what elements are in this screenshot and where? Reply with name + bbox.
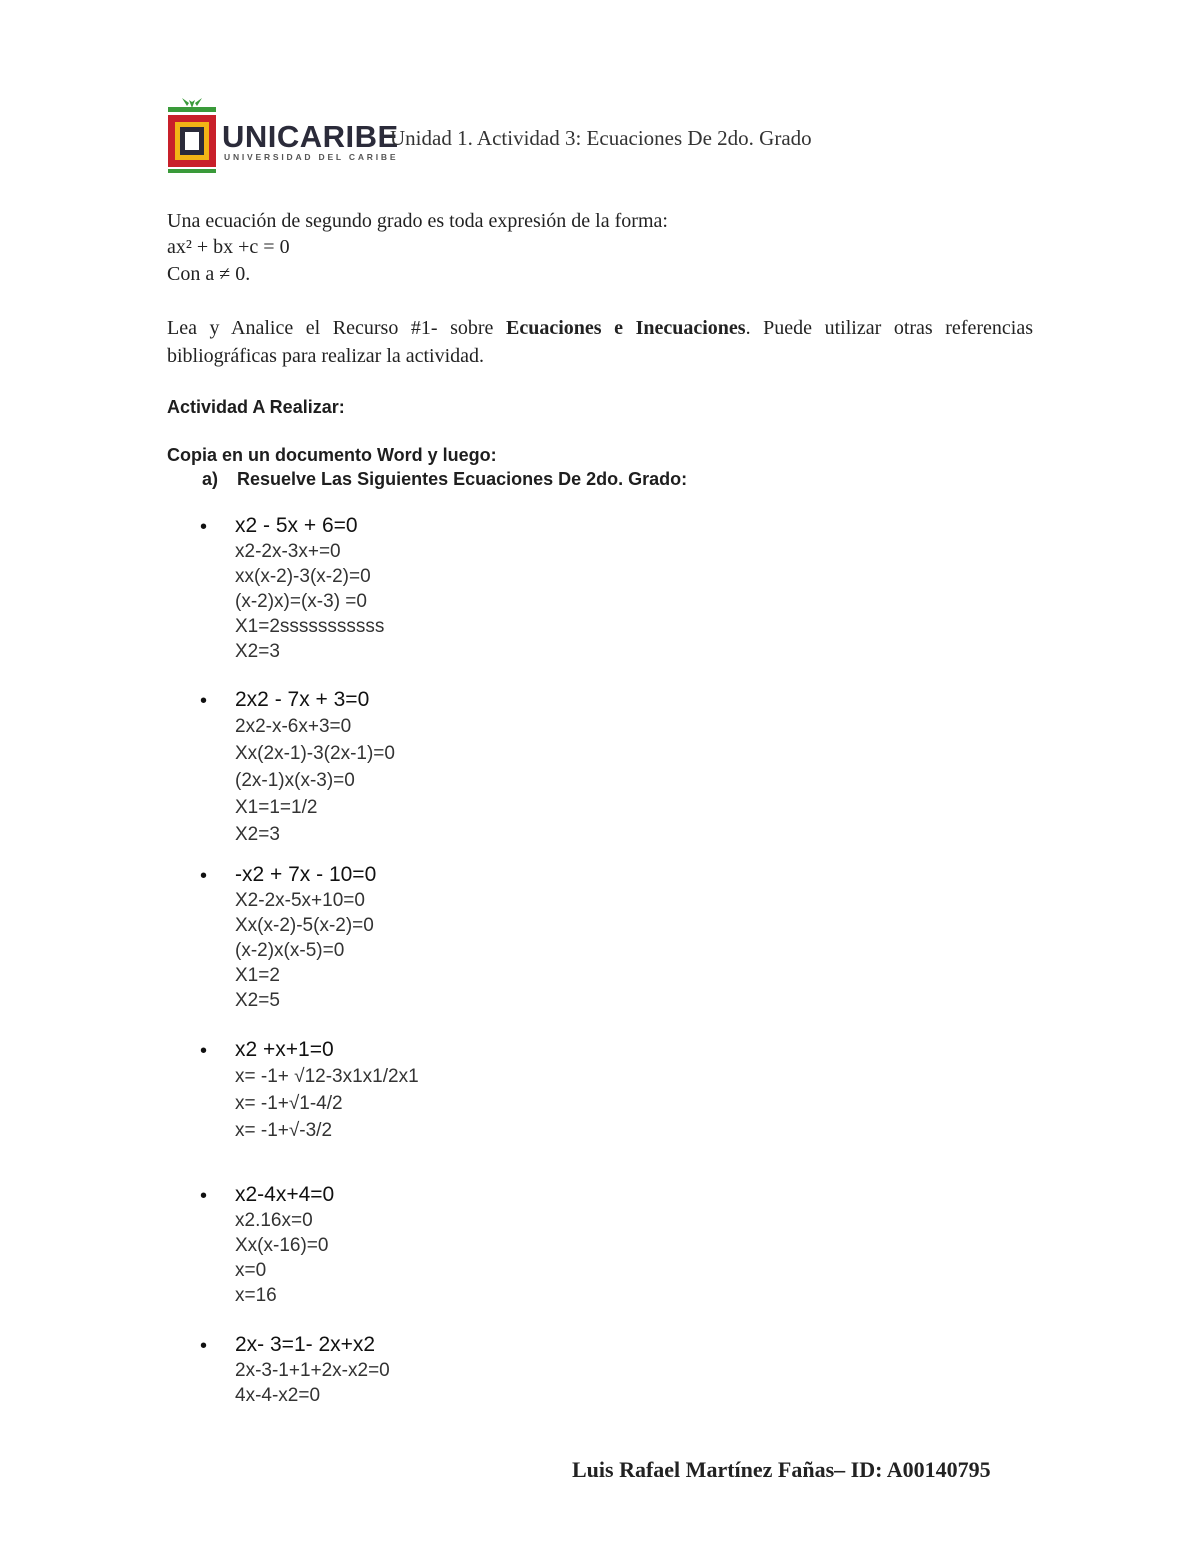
unicaribe-logo-icon <box>165 96 219 176</box>
task-text: Resuelve Las Siguientes Ecuaciones De 2do. Grado: <box>237 469 688 489</box>
solution-step: X1=2sssssssssss <box>235 616 385 637</box>
solution-step: X2-2x-5x+10=0 <box>235 890 365 911</box>
solution-step: x= -1+√1-4/2 <box>235 1093 343 1114</box>
exercise-equation: -x2 + 7x - 10=0 <box>235 863 377 886</box>
paragraph-text-start: Lea y Analice el Recurso #1- sobre <box>167 317 507 339</box>
solution-steps <box>235 539 384 664</box>
exercise-equation: 2x2 - 7x + 3=0 <box>235 688 370 711</box>
solution-step: Xx(x-2)-5(x-2)=0 <box>235 915 374 936</box>
document-title: Unidad 1. Actividad 3: Ecuaciones De 2do. Grado <box>390 126 812 150</box>
solution-step: x= -1+ √12-3x1x1/2x1 <box>235 1066 419 1087</box>
solution-step: X2=3 <box>235 824 280 845</box>
solution-step: X1=2 <box>235 965 280 986</box>
solution-step: (x-2)x(x-5)=0 <box>235 940 345 961</box>
solution-step: 4x-4-x2=0 <box>235 1385 321 1406</box>
bullet-icon: • <box>200 1040 208 1062</box>
brand-subtitle: UNIVERSIDAD DEL CARIBE <box>224 152 399 162</box>
intro-definition: Una ecuación de segundo grado es toda expresión de la forma: <box>167 210 668 232</box>
solution-step: X2=5 <box>235 990 280 1011</box>
solution-step: (x-2)x)=(x-3) =0 <box>235 591 367 612</box>
solution-step: x=0 <box>235 1260 267 1281</box>
instruction-text: Copia en un documento Word y luego: <box>167 445 497 465</box>
exercise-equation: x2-4x+4=0 <box>235 1183 335 1206</box>
solution-step: x2-2x-3x+=0 <box>235 541 341 562</box>
solution-step: (2x-1)x(x-3)=0 <box>235 770 355 791</box>
paragraph-bold-topic: Ecuaciones e Inecuaciones <box>506 317 746 339</box>
intro-formula: ax² + bx +c = 0 <box>167 236 290 258</box>
solution-step: Xx(2x-1)-3(2x-1)=0 <box>235 743 395 764</box>
solution-step: 2x2-x-6x+3=0 <box>235 716 352 737</box>
solution-step: x=16 <box>235 1285 277 1306</box>
solution-steps <box>235 888 374 1013</box>
solution-steps <box>235 1358 390 1408</box>
solution-steps <box>235 1208 328 1308</box>
solution-steps <box>235 1063 419 1144</box>
solution-step: Xx(x-16)=0 <box>235 1235 329 1256</box>
activity-heading: Actividad A Realizar: <box>167 397 345 417</box>
exercise-equation: x2 - 5x + 6=0 <box>235 514 358 537</box>
exercise-equation: 2x- 3=1- 2x+x2 <box>235 1333 376 1356</box>
paragraph-text-end: . Puede utilizar otras referencias bibliográficas para realizar la actividad. <box>167 317 1033 367</box>
solution-step: x= -1+√-3/2 <box>235 1120 333 1141</box>
author-footer: Luis Rafael Martínez Fañas– ID: A00140795 <box>572 1457 991 1482</box>
solution-step: X2=3 <box>235 641 280 662</box>
solution-step: X1=1=1/2 <box>235 797 318 818</box>
solution-step: xx(x-2)-3(x-2)=0 <box>235 566 371 587</box>
reading-paragraph <box>167 314 1033 370</box>
intro-condition: Con a ≠ 0. <box>167 263 251 285</box>
solution-step: 2x-3-1+1+2x-x2=0 <box>235 1360 390 1381</box>
solution-step: x2.16x=0 <box>235 1210 313 1231</box>
exercise-equation: x2 +x+1=0 <box>235 1038 334 1061</box>
bullet-icon: • <box>200 1185 208 1207</box>
bullet-icon: • <box>200 1335 208 1357</box>
solution-steps <box>235 713 395 848</box>
bullet-icon: • <box>200 690 208 712</box>
task-label: a) <box>202 469 219 489</box>
bullet-icon: • <box>200 865 208 887</box>
bullet-icon: • <box>200 516 208 538</box>
brand-name: UNICARIBE <box>222 119 399 154</box>
